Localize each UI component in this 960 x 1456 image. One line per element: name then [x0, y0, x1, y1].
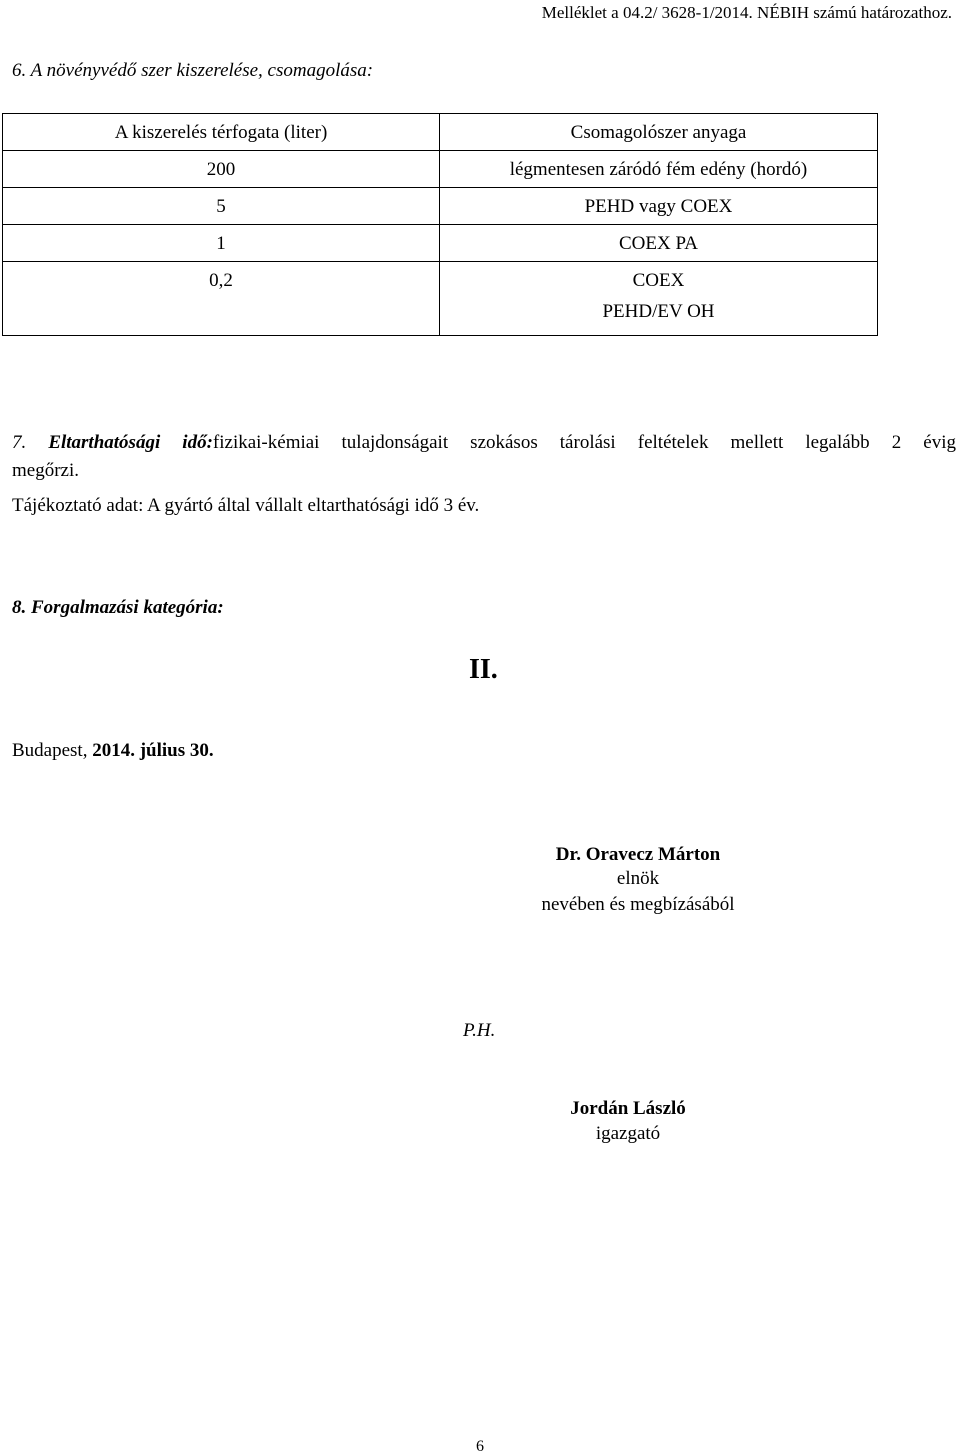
distribution-category: II. — [469, 654, 498, 685]
material-cell — [440, 262, 878, 336]
page-number: 6 — [476, 1438, 484, 1455]
section-7-text: fizikai-kémiai tulajdonságait szokásos tárolási feltételek mellett legalább 2 évig — [212, 432, 957, 453]
volume-cell: 0,2 — [3, 262, 440, 336]
section-7-line-1 — [12, 432, 956, 454]
material-line: PEHD/EV OH — [602, 301, 715, 322]
signatory-1-role: elnök — [616, 868, 660, 889]
material-cell: COEX PA — [440, 225, 878, 262]
date: 2014. július 30. — [92, 740, 214, 761]
signatory-1-block — [488, 843, 788, 919]
table-row — [3, 188, 878, 225]
packaging-table — [2, 113, 878, 336]
material-cell: légmentesen záródó fém edény (hordó) — [440, 151, 878, 188]
section-7-label: Eltarthatósági idő: — [48, 432, 213, 453]
column-header-volume: A kiszerelés térfogata (liter) — [3, 114, 440, 151]
document-reference: Melléklet a 04.2/ 3628-1/2014. NÉBIH számú határozathoz. — [541, 3, 952, 22]
material-line: COEX — [632, 270, 685, 291]
signatory-2-name: Jordán László — [570, 1098, 686, 1119]
signatory-2-role: igazgató — [595, 1123, 661, 1144]
section-7-line-2: megőrzi. — [12, 460, 80, 481]
table-row — [3, 225, 878, 262]
stamp-placeholder: P.H. — [463, 1020, 496, 1041]
section-8-title: 8. Forgalmazási kategória: — [12, 597, 224, 618]
table-header-row — [3, 114, 878, 151]
material-cell: PEHD vagy COEX — [440, 188, 878, 225]
table-row — [3, 262, 878, 336]
volume-cell: 1 — [3, 225, 440, 262]
signatory-1-name: Dr. Oravecz Márton — [555, 844, 721, 865]
signatory-1-mandate: nevében és megbízásából — [541, 894, 735, 915]
signatory-2-block — [528, 1097, 728, 1147]
section-6-title: 6. A növényvédő szer kiszerelése, csomagolása: — [12, 60, 374, 81]
column-header-material: Csomagolószer anyaga — [440, 114, 878, 151]
section-7-info: Tájékoztató adat: A gyártó által vállalt eltarthatósági idő 3 év. — [12, 495, 480, 516]
section-7-number: 7. — [12, 432, 27, 453]
volume-cell: 200 — [3, 151, 440, 188]
volume-cell: 5 — [3, 188, 440, 225]
place-date — [12, 740, 214, 762]
place: Budapest, — [12, 740, 93, 761]
table-row — [3, 151, 878, 188]
